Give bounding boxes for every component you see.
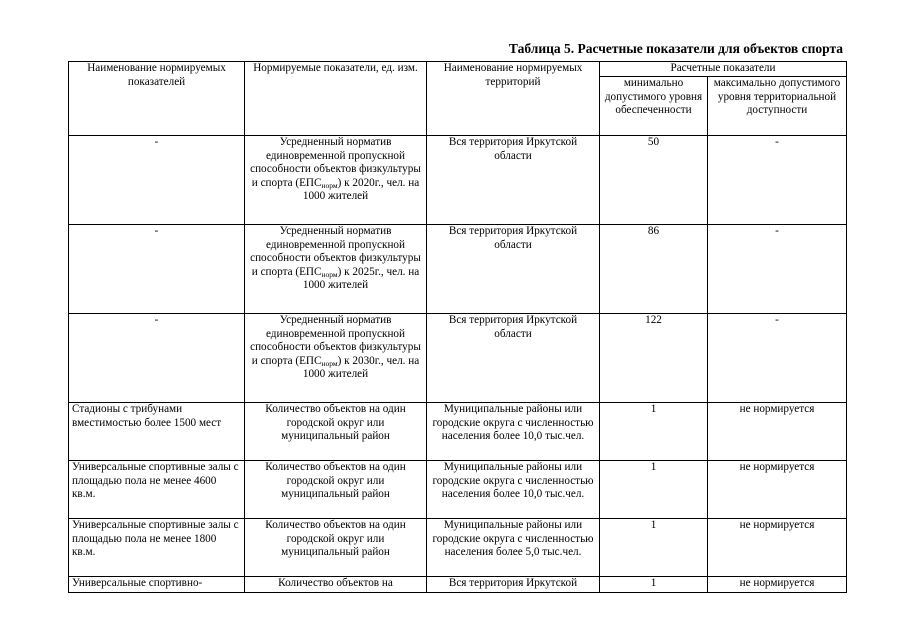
row-territory: Вся территория Иркутской (427, 577, 600, 593)
indicator-text-end: ) к 2030г., чел. на 1000 жителей (302, 354, 420, 381)
indicator-text-end: ) к 2020г., чел. на 1000 жителей (302, 176, 420, 203)
indicator-text: Усредненный норматив единовременной пропускной способности объектов физкультуры и спорта (ЕПС (250, 136, 421, 189)
row-max-value: не нормируется (708, 577, 847, 593)
row-territory: Муниципальные районы или городские округа с численностью населения более 10,0 тыс.чел. (427, 461, 600, 519)
table-row (69, 577, 847, 593)
row-name: Универсальные спортивные залы с площадью пола не менее 4600 кв.м. (69, 461, 245, 519)
row-indicator: Количество объектов на один городской округ или муниципальный район (245, 461, 427, 519)
row-max-value: не нормируется (708, 403, 847, 461)
row-indicator: Количество объектов на один городской округ или муниципальный район (245, 403, 427, 461)
row-indicator (245, 225, 427, 314)
header-group-calculated: Расчетные показатели (600, 62, 847, 77)
row-indicator: Количество объектов на один городской округ или муниципальный район (245, 519, 427, 577)
row-territory: Муниципальные районы или городские округа с численностью населения более 10,0 тыс.чел. (427, 403, 600, 461)
row-name: - (69, 136, 245, 225)
row-indicator: Количество объектов на (245, 577, 427, 593)
table-container (68, 61, 847, 593)
row-max-value: - (708, 136, 847, 225)
row-territory: Вся территория Иркутской области (427, 136, 600, 225)
row-name: - (69, 225, 245, 314)
row-name: - (69, 314, 245, 403)
header-col-territory: Наименование нормируемых территорий (427, 62, 600, 136)
row-territory: Вся территория Иркутской области (427, 314, 600, 403)
table-title: Таблица 5. Расчетные показатели для объектов спорта (508, 41, 843, 56)
row-min-value: 50 (600, 136, 708, 225)
table-row (69, 136, 847, 225)
table-row (69, 403, 847, 461)
row-name: Универсальные спортивно- (69, 577, 245, 593)
row-name: Универсальные спортивные залы с площадью пола не менее 1800 кв.м. (69, 519, 245, 577)
row-max-value: - (708, 225, 847, 314)
table-row (69, 519, 847, 577)
row-territory: Вся территория Иркутской области (427, 225, 600, 314)
header-col-max: максимально допустимого уровня территориальной доступности (708, 77, 847, 136)
row-min-value: 1 (600, 577, 708, 593)
indicator-text-end: ) к 2025г., чел. на 1000 жителей (302, 265, 420, 292)
table-row (69, 461, 847, 519)
header-col-name: Наименование нормируемых показателей (69, 62, 245, 136)
indicator-text: Усредненный норматив единовременной пропускной способности объектов физкультуры и спорта (ЕПС (250, 225, 421, 278)
row-indicator (245, 136, 427, 225)
sports-standards-table (68, 61, 847, 593)
indicator-subscript: норм (321, 269, 338, 279)
row-min-value: 86 (600, 225, 708, 314)
row-indicator (245, 314, 427, 403)
header-col-indicator: Нормируемые показатели, ед. изм. (245, 62, 427, 136)
row-min-value: 1 (600, 403, 708, 461)
row-name: Стадионы с трибунами вместимостью более 1500 мест (69, 403, 245, 461)
row-max-value: - (708, 314, 847, 403)
indicator-text: Усредненный норматив единовременной пропускной способности объектов физкультуры и спорта (ЕПС (250, 314, 421, 367)
table-row (69, 225, 847, 314)
row-max-value: не нормируется (708, 461, 847, 519)
indicator-subscript: норм (321, 180, 338, 190)
header-col-min: минимально допустимого уровня обеспеченности (600, 77, 708, 136)
header-row-1 (69, 62, 847, 77)
row-max-value: не нормируется (708, 519, 847, 577)
table-row (69, 314, 847, 403)
row-min-value: 1 (600, 461, 708, 519)
row-min-value: 122 (600, 314, 708, 403)
indicator-subscript: норм (321, 358, 338, 368)
row-min-value: 1 (600, 519, 708, 577)
row-territory: Муниципальные районы или городские округа с численностью населения более 5,0 тыс.чел. (427, 519, 600, 577)
